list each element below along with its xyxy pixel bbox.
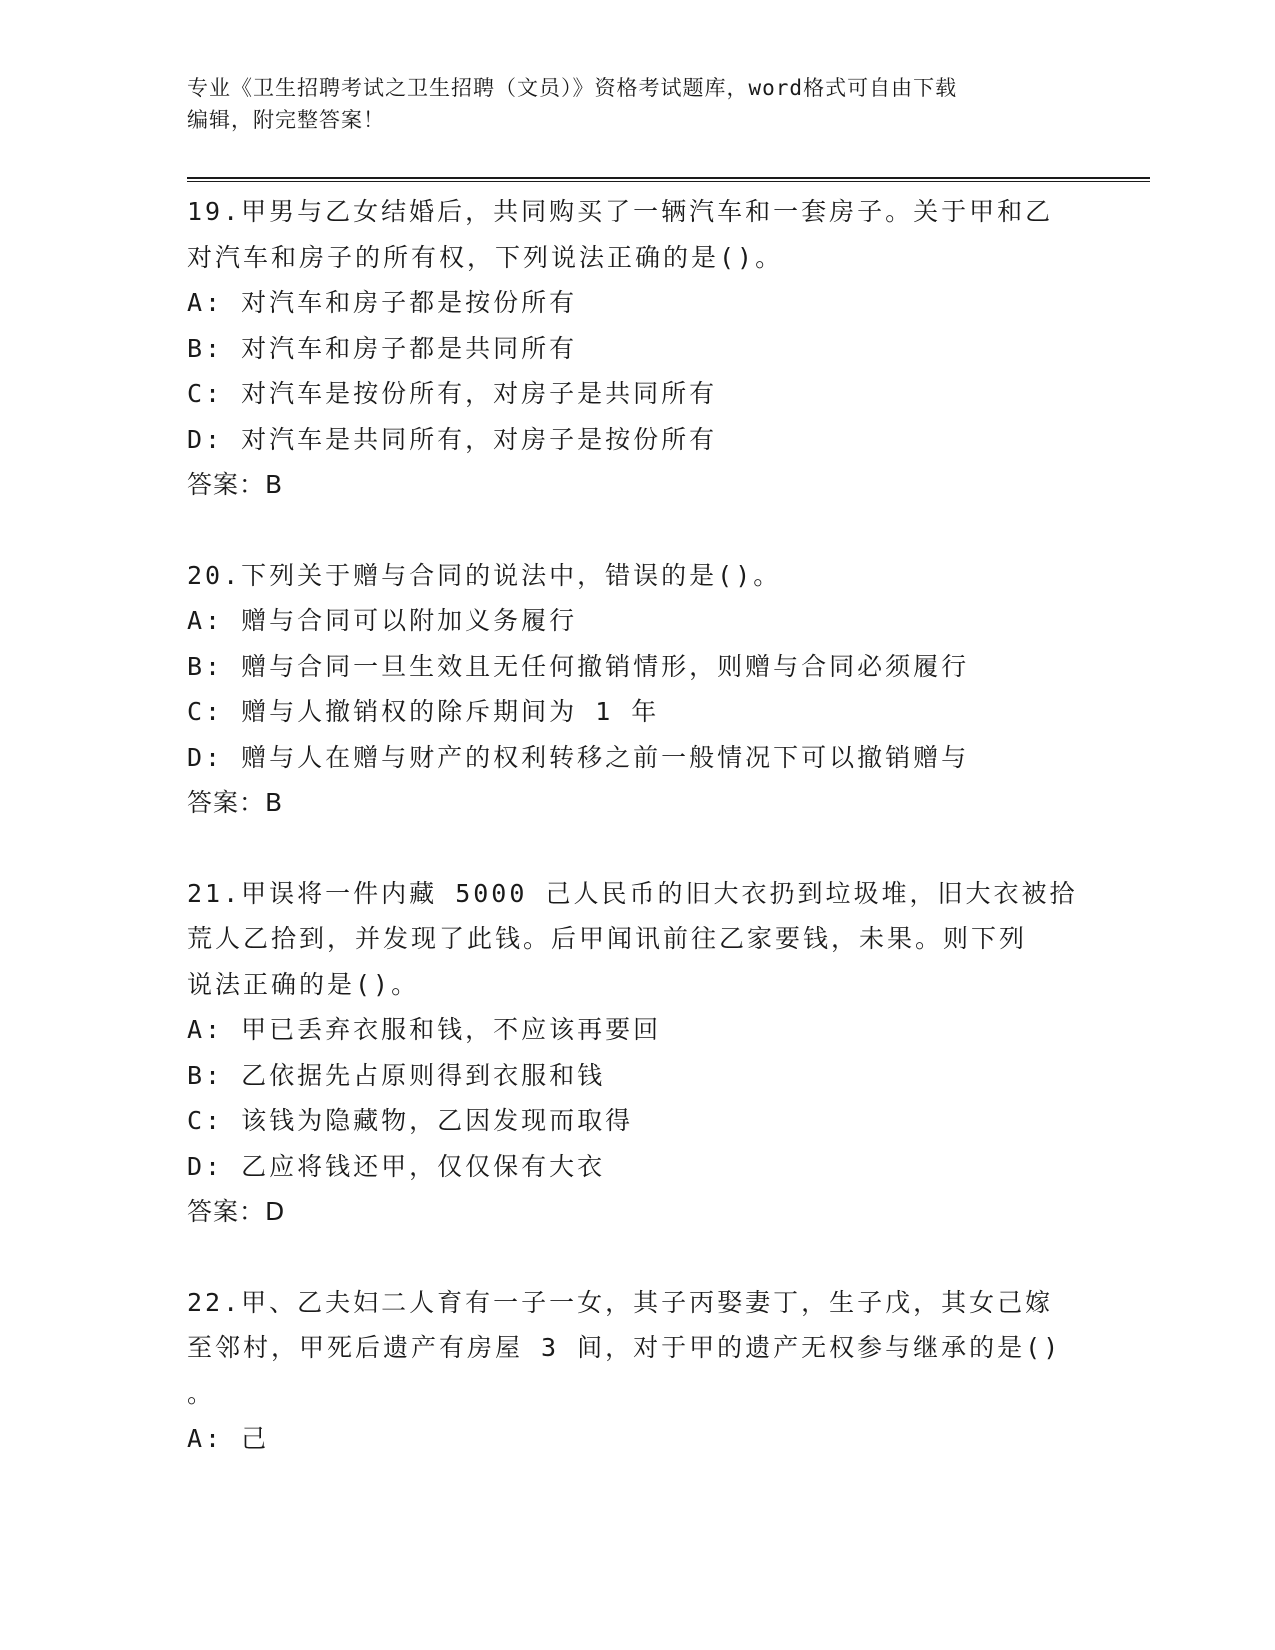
question-stem-line: 说法正确的是()。	[187, 969, 420, 999]
answer-label: 答案：D	[187, 1197, 286, 1226]
question-19	[187, 189, 1087, 508]
header-line-1: 专业《卫生招聘考试之卫生招聘（文员）》资格考试题库，word格式可自由下载	[187, 76, 958, 100]
question-stem-line: 至邻村，甲死后遗产有房屋 3 间，对于甲的遗产无权参与继承的是()	[187, 1333, 1062, 1362]
option-b: B: 赠与合同一旦生效且无任何撤销情形，则赠与合同必须履行	[187, 651, 970, 681]
question-stem-line: 20.下列关于赠与合同的说法中，错误的是()。	[187, 560, 782, 590]
header-divider-thick	[187, 177, 1150, 179]
option-b: B: 乙依据先占原则得到衣服和钱	[187, 1060, 606, 1090]
question-22	[187, 1280, 1087, 1462]
question-20	[187, 553, 1087, 826]
question-stem-line: 19.甲男与乙女结婚后，共同购买了一辆汽车和一套房子。关于甲和乙	[187, 197, 1054, 226]
question-stem-line: 21.甲误将一件内藏 5000 己人民币的旧大衣扔到垃圾堆，旧大衣被拾	[187, 878, 1078, 908]
option-b: B: 对汽车和房子都是共同所有	[187, 333, 578, 363]
question-stem-line: 22.甲、乙夫妇二人育有一子一女，其子丙娶妻丁，生子戊，其女己嫁	[187, 1287, 1054, 1317]
option-c: C: 该钱为隐藏物，乙因发现而取得	[187, 1106, 634, 1135]
question-list	[187, 189, 1087, 1507]
option-c: C: 对汽车是按份所有，对房子是共同所有	[187, 379, 718, 408]
header-line-2: 编辑，附完整答案！	[187, 108, 385, 132]
question-stem-line: 对汽车和房子的所有权，下列说法正确的是()。	[187, 242, 784, 272]
option-a: A: 己	[187, 1424, 270, 1453]
option-a: A: 赠与合同可以附加义务履行	[187, 606, 578, 635]
option-a: A: 甲已丢弃衣服和钱，不应该再要回	[187, 1015, 662, 1044]
option-d: D: 赠与人在赠与财产的权利转移之前一般情况下可以撤销赠与	[187, 742, 970, 772]
header-divider-thin	[187, 181, 1150, 182]
option-c: C: 赠与人撤销权的除斥期间为 1 年	[187, 697, 660, 726]
answer-label: 答案：B	[187, 788, 284, 817]
question-stem-line: 。	[187, 1378, 216, 1408]
question-stem-line: 荒人乙拾到，并发现了此钱。后甲闻讯前往乙家要钱，未果。则下列	[187, 924, 1028, 953]
option-a: A: 对汽车和房子都是按份所有	[187, 288, 578, 317]
answer-label: 答案：B	[187, 470, 284, 499]
option-d: D: 对汽车是共同所有，对房子是按份所有	[187, 424, 718, 454]
document-header	[187, 72, 1087, 136]
question-21	[187, 871, 1087, 1235]
option-d: D: 乙应将钱还甲，仅仅保有大衣	[187, 1151, 606, 1181]
